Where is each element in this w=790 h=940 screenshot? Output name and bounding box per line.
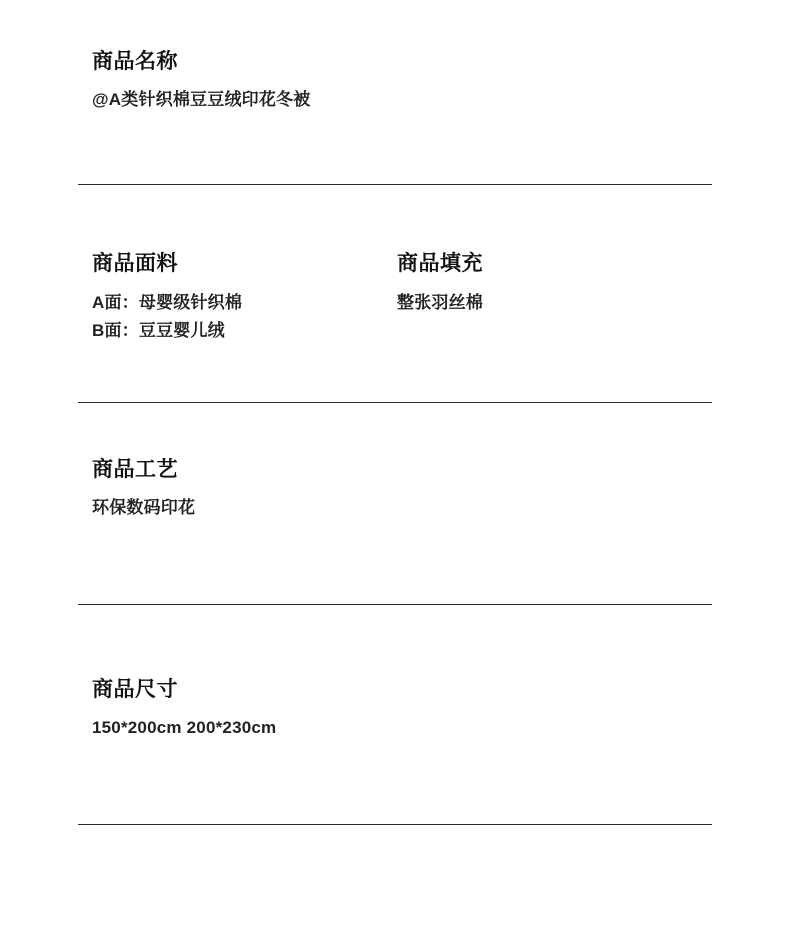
product-size-title: 商品尺寸 (92, 678, 178, 701)
product-size-value: 150*200cm 200*230cm (92, 718, 277, 738)
product-fabric-side-a: A面：母婴级针织棉 (92, 293, 243, 313)
product-name-section (92, 50, 712, 113)
section-divider-4 (78, 824, 712, 825)
product-size-section (92, 678, 712, 741)
product-fill-value: 整张羽丝棉 (397, 293, 483, 313)
section-divider-3 (78, 604, 712, 605)
product-fabric-section (92, 252, 397, 344)
fabric-and-fill-row (92, 252, 712, 344)
product-fabric-title: 商品面料 (92, 252, 178, 275)
product-craft-value: 环保数码印花 (92, 498, 196, 518)
product-craft-section (92, 458, 712, 521)
product-craft-title: 商品工艺 (92, 458, 178, 481)
section-divider-2 (78, 402, 712, 403)
product-fabric-side-b: B面：豆豆婴儿绒 (92, 320, 225, 340)
product-fill-section (397, 252, 697, 344)
product-name-title: 商品名称 (92, 50, 178, 73)
product-name-value: @A类针织棉豆豆绒印花冬被 (92, 90, 311, 110)
section-divider-1 (78, 184, 712, 185)
product-fill-title: 商品填充 (397, 252, 483, 275)
